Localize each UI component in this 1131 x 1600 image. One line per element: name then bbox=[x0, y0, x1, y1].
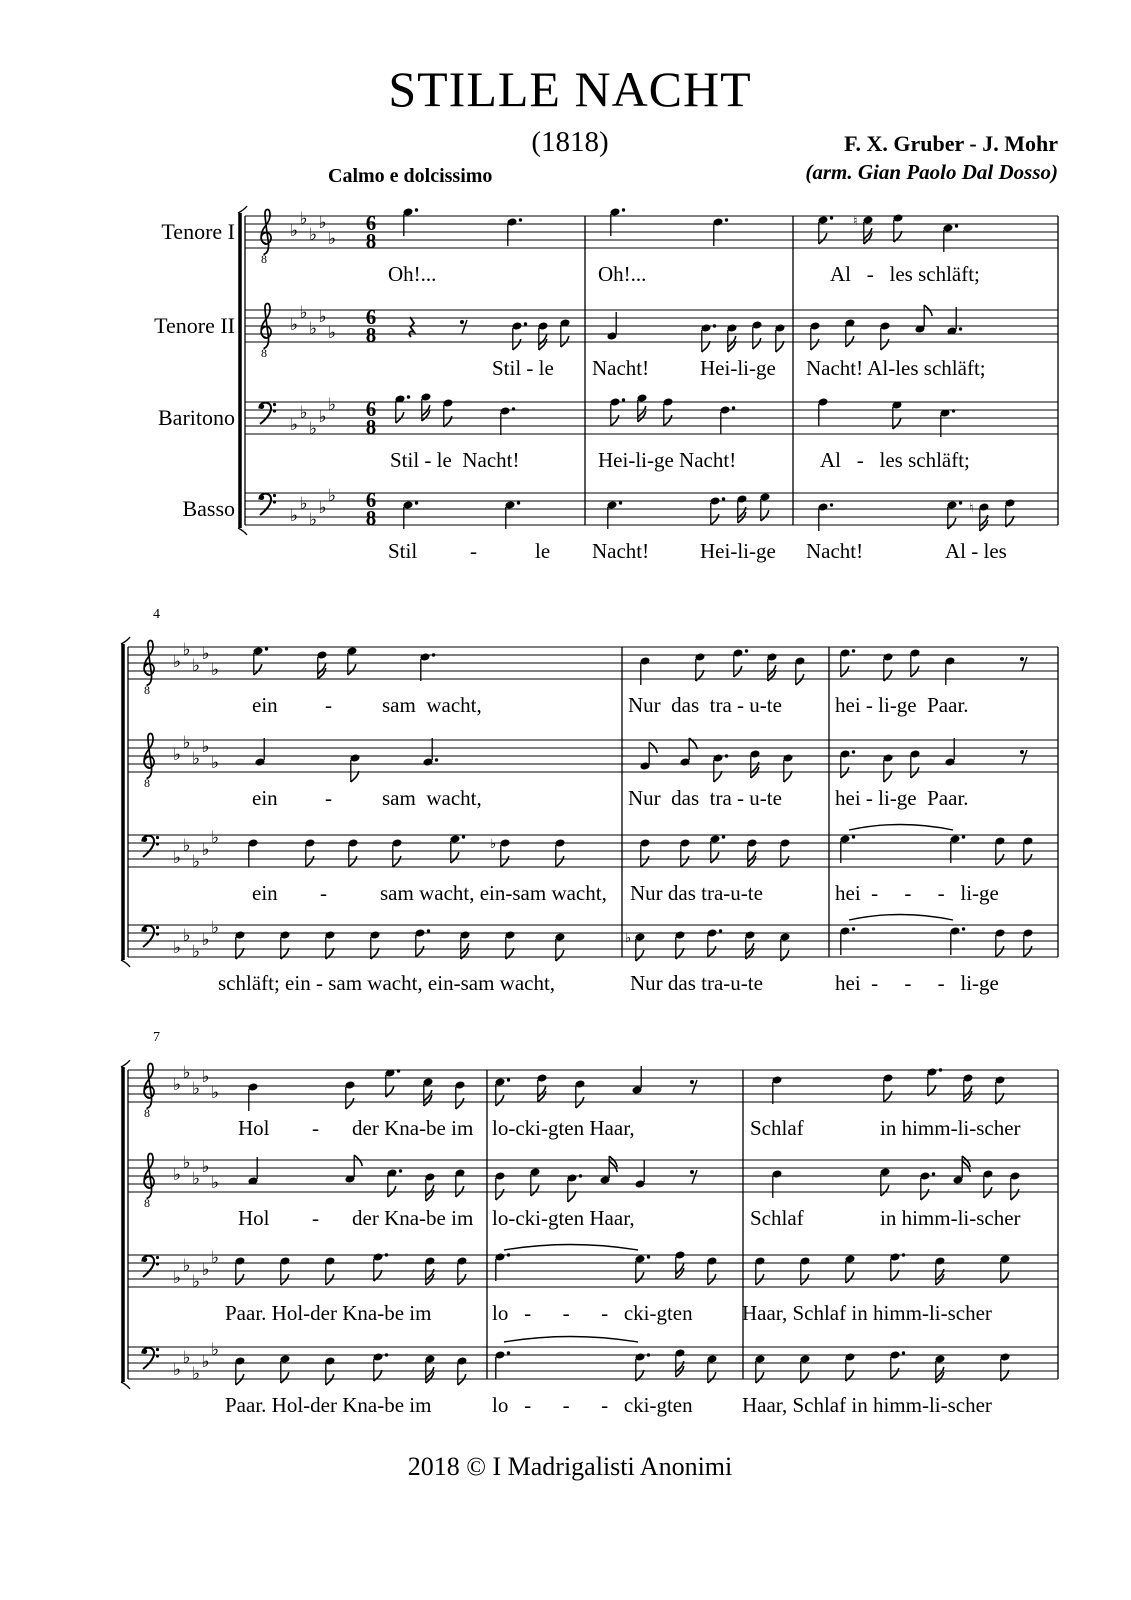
augmentation-dot bbox=[932, 1172, 935, 1175]
note-flag bbox=[881, 1185, 889, 1196]
note-flag bbox=[881, 339, 889, 350]
note-flag bbox=[884, 1091, 892, 1102]
flat-icon: ♭ bbox=[309, 225, 318, 245]
lyric-syllable: Hol bbox=[238, 1116, 270, 1140]
eighth-rest bbox=[690, 1170, 694, 1174]
time-signature bbox=[366, 211, 377, 253]
flat-icon: ♭ bbox=[192, 749, 201, 769]
flat-icon: ♭ bbox=[318, 307, 327, 327]
flat-icon: ♭ bbox=[625, 931, 632, 946]
augmentation-dot bbox=[507, 1351, 510, 1354]
eighth-rest bbox=[1020, 750, 1024, 754]
svg-text:8: 8 bbox=[365, 506, 377, 530]
flat-icon: ♭ bbox=[192, 852, 201, 872]
note-flag bbox=[416, 946, 424, 957]
augmentation-dot bbox=[952, 409, 955, 412]
notes bbox=[395, 393, 956, 437]
lyric-syllable: hei - li-ge Paar. bbox=[835, 786, 969, 810]
note-flag bbox=[636, 950, 644, 961]
note-flag bbox=[708, 1372, 716, 1383]
augmentation-dot bbox=[713, 324, 716, 327]
flat-icon: ♭ bbox=[192, 656, 201, 676]
lyric-syllable: ein bbox=[252, 881, 278, 905]
flat-icon: ♭ bbox=[182, 1153, 191, 1173]
note-flag bbox=[254, 664, 262, 675]
note-flag bbox=[306, 856, 314, 867]
note-flag bbox=[784, 771, 792, 782]
flat-icon: ♭ bbox=[318, 213, 327, 233]
flat-icon: ♭ bbox=[290, 506, 299, 526]
arranger-credit: (arm. Gian Paolo Dal Dosso) bbox=[805, 160, 1058, 184]
note-flag bbox=[664, 415, 672, 426]
augmentation-dot bbox=[265, 647, 268, 650]
svg-text:8: 8 bbox=[365, 415, 377, 439]
flat-icon: ♭ bbox=[290, 315, 299, 335]
staff-2-3 bbox=[128, 828, 1058, 872]
lyric-syllable: sam wacht, bbox=[382, 693, 482, 717]
flat-icon: ♭ bbox=[328, 486, 337, 506]
notes bbox=[235, 1251, 1011, 1285]
lyric-syllable: der Kna-be im bbox=[352, 1206, 474, 1230]
note-flag bbox=[496, 1095, 504, 1106]
lyric-syllable: Paar. Hol-der Kna-be im bbox=[225, 1393, 432, 1417]
time-signature bbox=[366, 397, 377, 439]
notes bbox=[235, 927, 1034, 961]
augmentation-dot bbox=[722, 835, 725, 838]
flat-icon: ♭ bbox=[201, 644, 210, 664]
flat-icon: ♭ bbox=[290, 221, 299, 241]
lyric-syllable: in himm-li-scher bbox=[880, 1206, 1021, 1230]
augmentation-dot bbox=[397, 1069, 400, 1072]
staff-2-1 bbox=[128, 640, 1058, 697]
note-flag bbox=[891, 1368, 899, 1379]
flat-icon: ♭ bbox=[211, 1248, 220, 1268]
flat-icon: ♭ bbox=[299, 403, 308, 423]
augmentation-dot bbox=[725, 218, 728, 221]
notes bbox=[403, 208, 959, 252]
augmentation-dot bbox=[830, 216, 833, 219]
augmentation-dot bbox=[507, 1253, 510, 1256]
voice-label-tenore-i: Tenore I bbox=[161, 219, 235, 244]
lyric-syllable: Schlaf bbox=[750, 1206, 804, 1230]
lyric-syllable: Paar. Hol-der Kna-be im bbox=[225, 1301, 432, 1325]
notes bbox=[255, 738, 1027, 782]
key-signature bbox=[290, 303, 336, 343]
augmentation-dot bbox=[852, 835, 855, 838]
key-signature bbox=[290, 209, 336, 249]
notes bbox=[235, 1349, 1011, 1385]
slur bbox=[504, 1337, 638, 1343]
staff-3-2 bbox=[128, 1153, 1058, 1210]
lyric-syllable: Nur das tra-u-te bbox=[630, 881, 763, 905]
augmentation-dot bbox=[524, 322, 527, 325]
flat-icon: ♭ bbox=[201, 1352, 210, 1372]
flat-icon: ♭ bbox=[211, 1083, 220, 1103]
staff-2-4 bbox=[128, 918, 1058, 962]
augmentation-dot bbox=[902, 1253, 905, 1256]
bass-clef-icon bbox=[259, 403, 276, 424]
svg-text:6: 6 bbox=[365, 305, 377, 329]
lyric-syllable: Nacht! Al-les schläft; bbox=[806, 356, 986, 380]
svg-text:8: 8 bbox=[365, 323, 377, 347]
key-signature bbox=[173, 1153, 219, 1193]
flat-icon: ♭ bbox=[318, 498, 327, 518]
flat-icon: ♭ bbox=[192, 942, 201, 962]
note-flag bbox=[711, 514, 719, 525]
lyric-syllable: Hei-li-ge Nacht! bbox=[598, 448, 737, 472]
time-signature bbox=[366, 488, 377, 530]
augmentation-dot bbox=[512, 407, 515, 410]
note-flag bbox=[708, 946, 716, 957]
flat-icon: ♭ bbox=[173, 848, 182, 868]
staff-1-1 bbox=[245, 208, 1058, 266]
note-flag bbox=[281, 1372, 289, 1383]
note-flag bbox=[811, 339, 819, 350]
augmentation-dot bbox=[427, 929, 430, 932]
lyric-syllable: Hei-li-ge bbox=[700, 539, 776, 563]
flat-icon: ♭ bbox=[173, 938, 182, 958]
note-flag bbox=[346, 1098, 354, 1109]
lyric-syllable: Nacht! bbox=[592, 539, 650, 563]
augmentation-dot bbox=[852, 750, 855, 753]
svg-text:8: 8 bbox=[365, 229, 377, 253]
lyric-syllable: Al - les schläft; bbox=[830, 262, 980, 286]
lyric-syllable: Stil - le bbox=[492, 356, 554, 380]
time-signature bbox=[366, 305, 377, 347]
lyric-syllable: in himm-li-scher bbox=[880, 1116, 1021, 1140]
flat-icon: ♭ bbox=[211, 1340, 220, 1360]
flat-icon: ♭ bbox=[201, 1260, 210, 1280]
flat-icon: ♭ bbox=[211, 918, 220, 938]
flat-icon: ♭ bbox=[182, 926, 191, 946]
note-flag bbox=[556, 856, 564, 867]
flat-icon: ♭ bbox=[182, 1348, 191, 1368]
note-flag bbox=[349, 856, 357, 867]
augmentation-dot bbox=[722, 497, 725, 500]
lyric-syllable: Nur das tra - u-te bbox=[628, 693, 782, 717]
flat-icon: ♭ bbox=[192, 1079, 201, 1099]
note-flag bbox=[636, 1272, 644, 1283]
note-flag bbox=[531, 1185, 539, 1196]
flat-icon: ♭ bbox=[290, 415, 299, 435]
flat-icon: ♭ bbox=[328, 229, 337, 249]
augmentation-dot bbox=[619, 501, 622, 504]
flat-icon: ♭ bbox=[201, 1157, 210, 1177]
lyric-syllable: Hei-li-ge bbox=[700, 356, 776, 380]
bass-clef-icon bbox=[142, 836, 159, 857]
lyric-syllable: - bbox=[320, 881, 327, 905]
augmentation-dot bbox=[399, 1169, 402, 1172]
flat-icon: ♭ bbox=[328, 323, 337, 343]
staff-1-3 bbox=[245, 393, 1058, 439]
lyric-syllable: - bbox=[312, 1116, 319, 1140]
flat-icon: ♭ bbox=[309, 419, 318, 439]
tempo-marking: Calmo e dolcissimo bbox=[328, 165, 493, 187]
flat-icon: ♭ bbox=[309, 319, 318, 339]
staff-3-1 bbox=[128, 1063, 1058, 1120]
augmentation-dot bbox=[939, 1068, 942, 1071]
svg-text:6: 6 bbox=[365, 397, 377, 421]
note-flag bbox=[351, 771, 359, 782]
svg-text:6: 6 bbox=[365, 211, 377, 235]
slur bbox=[849, 825, 953, 831]
note-flag bbox=[681, 856, 689, 867]
note-flag bbox=[1024, 946, 1032, 957]
lyric-syllable: Al - les bbox=[945, 539, 1007, 563]
flat-icon: ♭ bbox=[182, 640, 191, 660]
note-flag bbox=[761, 510, 769, 521]
augmentation-dot bbox=[519, 218, 522, 221]
natural-icon: ♮ bbox=[853, 214, 858, 229]
note-flag bbox=[753, 338, 761, 349]
augmentation-dot bbox=[852, 927, 855, 930]
note-flag bbox=[451, 852, 459, 863]
lyric-syllable: Oh!... bbox=[598, 262, 647, 286]
note-flag bbox=[348, 664, 356, 675]
flat-icon: ♭ bbox=[201, 840, 210, 860]
note-flag bbox=[776, 341, 784, 352]
note-flag bbox=[456, 1098, 464, 1109]
octave-8-mark: 8 bbox=[144, 1196, 150, 1210]
flat-icon: ♭ bbox=[182, 836, 191, 856]
staff-3-4 bbox=[128, 1340, 1058, 1385]
lyric-syllable: Haar, Schlaf in himm-li-scher bbox=[742, 1393, 992, 1417]
augmentation-dot bbox=[415, 501, 418, 504]
notes bbox=[248, 1155, 1021, 1202]
flat-icon: ♭ bbox=[211, 828, 220, 848]
flat-icon: ♭ bbox=[173, 1268, 182, 1288]
lyric-syllable: Oh!... bbox=[388, 262, 437, 286]
year-subtitle: (1818) bbox=[531, 126, 609, 158]
augmentation-dot bbox=[830, 503, 833, 506]
lyric-syllable: Stil bbox=[388, 539, 418, 563]
note-flag bbox=[781, 950, 789, 961]
flat-icon: ♭ bbox=[211, 1173, 220, 1193]
slur bbox=[504, 1245, 638, 1251]
eighth-rest bbox=[460, 320, 464, 324]
note-flag bbox=[996, 946, 1004, 957]
lyric-syllable: - bbox=[470, 539, 477, 563]
copyright-line: 2018 © I Madrigalisti Anonimi bbox=[407, 1452, 733, 1481]
lyric-syllable: - bbox=[312, 1206, 319, 1230]
key-signature bbox=[173, 640, 219, 680]
augmentation-dot bbox=[622, 208, 625, 211]
octave-8-mark: 8 bbox=[144, 1106, 150, 1120]
lyric-syllable: der Kna-be im bbox=[352, 1116, 474, 1140]
flat-icon: ♭ bbox=[490, 837, 497, 852]
flat-icon: ♭ bbox=[309, 510, 318, 530]
note-flag bbox=[711, 852, 719, 863]
octave-8-mark: 8 bbox=[261, 252, 267, 266]
staff-2-2 bbox=[128, 733, 1058, 790]
octave-8-mark: 8 bbox=[144, 683, 150, 697]
lyric-syllable: lo - - - cki-gten bbox=[492, 1301, 693, 1325]
augmentation-dot bbox=[962, 835, 965, 838]
lyric-syllable: Nur das tra - u-te bbox=[628, 786, 782, 810]
bass-clef-icon bbox=[142, 926, 159, 947]
eighth-rest bbox=[690, 1080, 694, 1084]
note-flag bbox=[496, 1189, 504, 1200]
augmentation-dot bbox=[647, 1255, 650, 1258]
staff-3-3 bbox=[128, 1248, 1058, 1292]
flat-icon: ♭ bbox=[173, 745, 182, 765]
flat-icon: ♭ bbox=[211, 753, 220, 773]
flat-icon: ♭ bbox=[173, 1165, 182, 1185]
lyric-syllable: hei - - - li-ge bbox=[835, 971, 999, 995]
key-signature bbox=[173, 1063, 219, 1103]
measure-number: 7 bbox=[153, 1030, 160, 1045]
slur bbox=[849, 915, 953, 921]
note-flag bbox=[948, 518, 956, 529]
lyric-syllable: ein bbox=[252, 693, 278, 717]
note-flag bbox=[921, 1189, 929, 1200]
note-flag bbox=[846, 1272, 854, 1283]
flat-icon: ♭ bbox=[201, 737, 210, 757]
augmentation-dot bbox=[507, 1078, 510, 1081]
flat-icon: ♭ bbox=[182, 733, 191, 753]
lyric-syllable: schläft; ein - sam wacht, ein-sam wacht, bbox=[218, 971, 556, 995]
augmentation-dot bbox=[902, 1351, 905, 1354]
note-flag bbox=[756, 1372, 764, 1383]
lyric-syllable: Nacht! bbox=[806, 539, 864, 563]
note-flag bbox=[513, 339, 521, 350]
augmentation-dot bbox=[435, 758, 438, 761]
augmentation-dot bbox=[579, 1174, 582, 1177]
bass-clef-icon bbox=[259, 494, 276, 515]
natural-icon: ♮ bbox=[969, 501, 974, 516]
augmentation-dot bbox=[732, 406, 735, 409]
note-flag bbox=[556, 950, 564, 961]
lyric-syllable: sam wacht, ein-sam wacht, bbox=[380, 881, 607, 905]
notes bbox=[248, 1066, 1006, 1111]
flat-icon: ♭ bbox=[173, 1075, 182, 1095]
flat-icon: ♭ bbox=[182, 1256, 191, 1276]
lyric-syllable: - bbox=[325, 693, 332, 717]
flat-icon: ♭ bbox=[192, 1272, 201, 1292]
note-flag bbox=[702, 341, 710, 352]
flat-icon: ♭ bbox=[318, 407, 327, 427]
octave-8-mark: 8 bbox=[144, 776, 150, 790]
flat-icon: ♭ bbox=[299, 303, 308, 323]
augmentation-dot bbox=[432, 653, 435, 656]
note-flag bbox=[884, 771, 892, 782]
staff-1-4 bbox=[245, 486, 1058, 531]
augmentation-dot bbox=[462, 835, 465, 838]
lyric-syllable: Haar, Schlaf in himm-li-scher bbox=[742, 1301, 992, 1325]
augmentation-dot bbox=[622, 398, 625, 401]
augmentation-dot bbox=[959, 501, 962, 504]
lyric-syllable: - bbox=[325, 786, 332, 810]
augmentation-dot bbox=[959, 327, 962, 330]
note-flag bbox=[781, 856, 789, 867]
eighth-rest bbox=[1020, 657, 1024, 661]
flat-icon: ♭ bbox=[192, 1169, 201, 1189]
augmentation-dot bbox=[852, 649, 855, 652]
lyric-syllable: Schlaf bbox=[750, 1116, 804, 1140]
flat-icon: ♭ bbox=[201, 930, 210, 950]
note-flag bbox=[893, 418, 901, 429]
augmentation-dot bbox=[415, 208, 418, 211]
augmentation-dot bbox=[385, 1353, 388, 1356]
note-flag bbox=[714, 771, 722, 782]
lyric-syllable: lo - - - cki-gten bbox=[492, 1393, 693, 1417]
augmentation-dot bbox=[385, 1253, 388, 1256]
lyric-syllable: ein bbox=[252, 786, 278, 810]
note-flag bbox=[819, 233, 827, 244]
note-flag bbox=[501, 856, 509, 867]
note-flag bbox=[1001, 1272, 1009, 1283]
lyric-syllable: Al - les schläft; bbox=[820, 448, 970, 472]
lyric-syllable: lo-cki-gten Haar, bbox=[492, 1116, 635, 1140]
flat-icon: ♭ bbox=[299, 494, 308, 514]
lyric-syllable: hei - li-ge Paar. bbox=[835, 693, 969, 717]
composer-credit: F. X. Gruber - J. Mohr bbox=[844, 131, 1058, 156]
lyric-syllable: Hol bbox=[238, 1206, 270, 1230]
augmentation-dot bbox=[407, 395, 410, 398]
note-flag bbox=[568, 1191, 576, 1202]
flat-icon: ♭ bbox=[173, 1360, 182, 1380]
augmentation-dot bbox=[745, 649, 748, 652]
lyric-syllable: lo-cki-gten Haar, bbox=[492, 1206, 635, 1230]
voice-label-tenore-ii: Tenore II bbox=[154, 313, 235, 338]
note-flag bbox=[386, 1086, 394, 1097]
augmentation-dot bbox=[962, 927, 965, 930]
svg-text:6: 6 bbox=[365, 488, 377, 512]
flat-icon: ♭ bbox=[173, 652, 182, 672]
octave-8-mark: 8 bbox=[261, 346, 267, 360]
note-flag bbox=[801, 1372, 809, 1383]
page-title: STILLE NACHT bbox=[388, 61, 752, 117]
measure-number: 4 bbox=[153, 607, 160, 622]
augmentation-dot bbox=[517, 501, 520, 504]
augmentation-dot bbox=[647, 1353, 650, 1356]
lyric-syllable: Nur das tra-u-te bbox=[630, 971, 763, 995]
flat-icon: ♭ bbox=[211, 660, 220, 680]
bass-clef-icon bbox=[142, 1348, 159, 1369]
flat-icon: ♭ bbox=[299, 209, 308, 229]
flat-icon: ♭ bbox=[201, 1067, 210, 1087]
flat-icon: ♭ bbox=[192, 1364, 201, 1384]
lyric-syllable: Nacht! bbox=[592, 356, 650, 380]
voice-label-basso: Basso bbox=[182, 496, 235, 521]
augmentation-dot bbox=[725, 754, 728, 757]
note-flag bbox=[393, 856, 401, 867]
voice-label-baritono: Baritono bbox=[158, 405, 235, 430]
note-flag bbox=[641, 856, 649, 867]
notes bbox=[409, 305, 962, 352]
lyric-syllable: le bbox=[535, 539, 551, 563]
augmentation-dot bbox=[955, 224, 958, 227]
lyric-syllable: hei - - - li-ge bbox=[835, 881, 999, 905]
note-flag bbox=[611, 415, 619, 426]
augmentation-dot bbox=[719, 929, 722, 932]
staff-1-2 bbox=[245, 303, 1058, 360]
key-signature bbox=[173, 733, 219, 773]
lyric-syllable: Stil - le Nacht! bbox=[390, 448, 520, 472]
flat-icon: ♭ bbox=[328, 395, 337, 415]
note-flag bbox=[1011, 1189, 1019, 1200]
flat-icon: ♭ bbox=[182, 1063, 191, 1083]
lyric-syllable: sam wacht, bbox=[382, 786, 482, 810]
bass-clef-icon bbox=[142, 1256, 159, 1277]
